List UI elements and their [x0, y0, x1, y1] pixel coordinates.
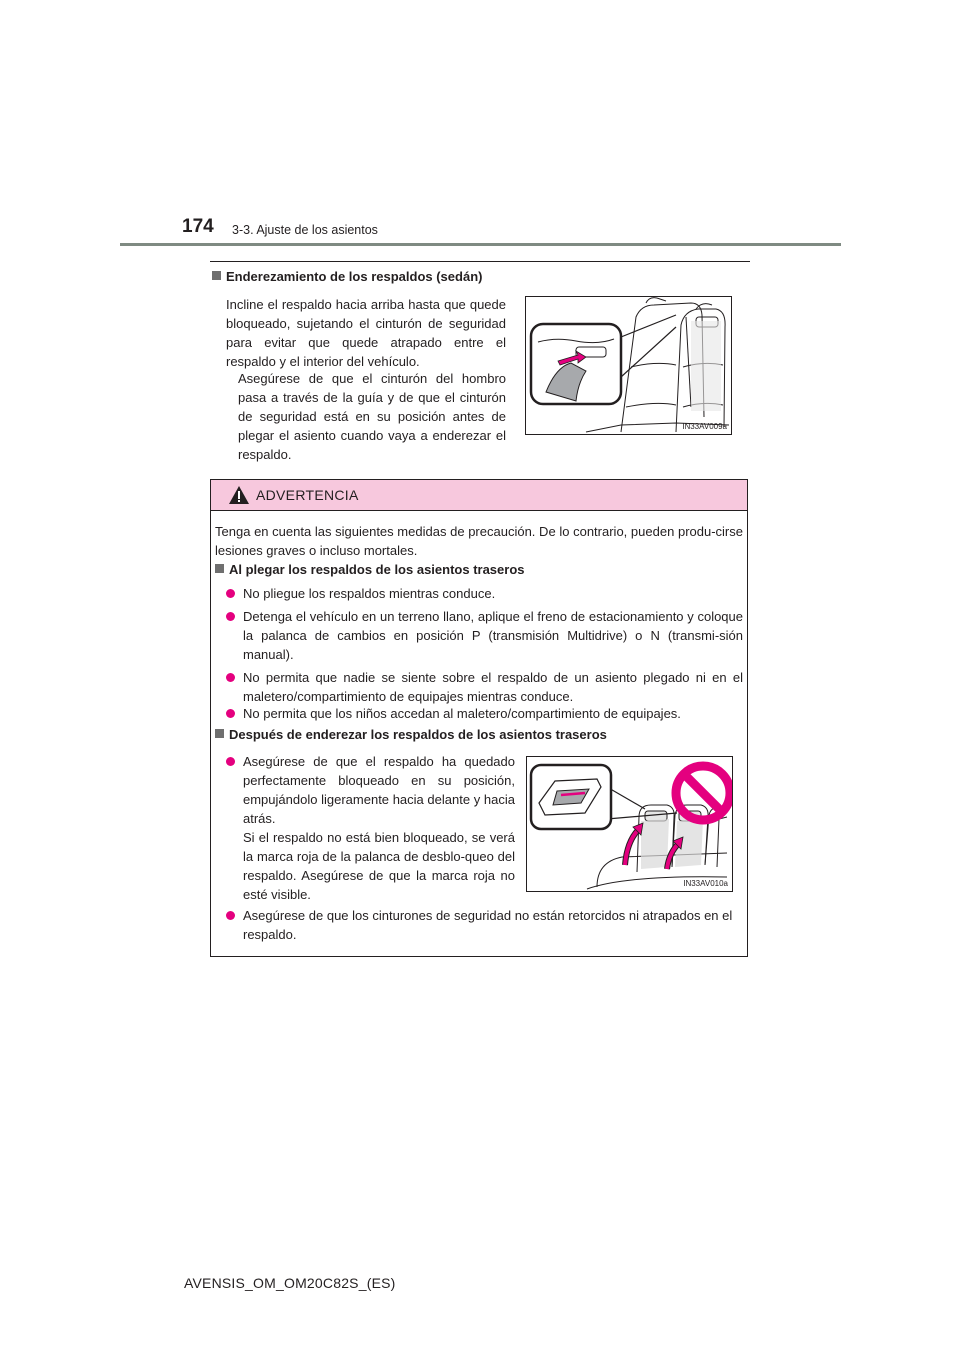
circle-bullet-icon [226, 911, 235, 920]
circle-bullet-icon [226, 757, 235, 766]
warning-intro: Tenga en cuenta las siguientes medidas de precaución. De lo contrario, pueden produ-cirse lesiones graves o incluso mortales. [215, 524, 743, 558]
warning-triangle-icon [228, 485, 250, 505]
header-rule [120, 243, 841, 246]
list-item-text: No pliegue los respaldos mientras conduce. [243, 586, 496, 601]
list-item [243, 906, 743, 944]
square-bullet-icon [215, 729, 224, 738]
warning-title: ADVERTENCIA [256, 487, 359, 503]
square-bullet-icon [215, 564, 224, 573]
circle-bullet-icon [226, 589, 235, 598]
list-item [243, 584, 743, 603]
circle-bullet-icon [226, 612, 235, 621]
list-item-text: Si el respaldo no está bien bloqueado, se verá la marca roja de la palanca de desblo-queo del respaldo. Asegúrese de que la marca roja no esté visible. [243, 830, 515, 902]
warning-header [211, 480, 747, 511]
section2-heading-text: Después de enderezar los respaldos de los asientos traseros [229, 727, 607, 742]
list-item [243, 607, 743, 664]
list-item-text: Detenga el vehículo en un terreno llano, aplique el freno de estacionamiento y coloque la palanca de cambios en posición P (transmisión Multidrive) o N (transmi-sión manual). [243, 609, 743, 662]
page-number: 174 [182, 216, 214, 237]
list-item-text: No permita que los niños accedan al maletero/compartimiento de equipajes. [243, 706, 681, 721]
list-item [243, 668, 743, 706]
seat-belt-figure [525, 296, 732, 435]
intro-note: Asegúrese de que el cinturón del hombro pasa a través de la guía y de que el cinturón de seguridad está en su posición antes de plegar el asiento cuando vaya a enderezar el respaldo. [238, 371, 506, 462]
seat-backrest-illustration [526, 297, 731, 434]
intro-text: Incline el respaldo hacia arriba hasta que quede bloqueado, sujetando el cinturón de seguridad para evitar que quede atrapado entre el respaldo y el interior del vehículo. [226, 297, 506, 369]
subsection-rule [210, 261, 750, 262]
list-item [243, 752, 515, 904]
figure-code: IN33AV010a [683, 879, 728, 888]
intro-heading [212, 268, 482, 286]
circle-bullet-icon [226, 673, 235, 682]
rear-seats-illustration [527, 757, 732, 891]
square-bullet-icon [212, 271, 221, 280]
intro-heading-text: Enderezamiento de los respaldos (sedán) [226, 269, 483, 284]
warning-section1-heading [215, 561, 525, 579]
list-item-text: Asegúrese de que el respaldo ha quedado perfectamente bloqueado en su posición, empujándolo ligeramente hacia delante y hacia atrás. [243, 754, 515, 826]
figure-code: IN33AV009a [682, 422, 727, 431]
footer-model-code: AVENSIS_OM_OM20C82S_(ES) [184, 1275, 396, 1291]
backrest-lock-figure [526, 756, 733, 892]
list-item [243, 704, 743, 723]
list-item-text: No permita que nadie se siente sobre el respaldo de un asiento plegado ni en el maletero/compartimiento de equipajes mientras conduce. [243, 670, 743, 704]
list-item-text: Asegúrese de que los cinturones de seguridad no están retorcidos ni atrapados en el respaldo. [243, 908, 733, 942]
section1-heading-text: Al plegar los respaldos de los asientos traseros [229, 562, 525, 577]
section-title: 3-3. Ajuste de los asientos [232, 223, 378, 237]
warning-section2-heading [215, 726, 607, 744]
circle-bullet-icon [226, 709, 235, 718]
